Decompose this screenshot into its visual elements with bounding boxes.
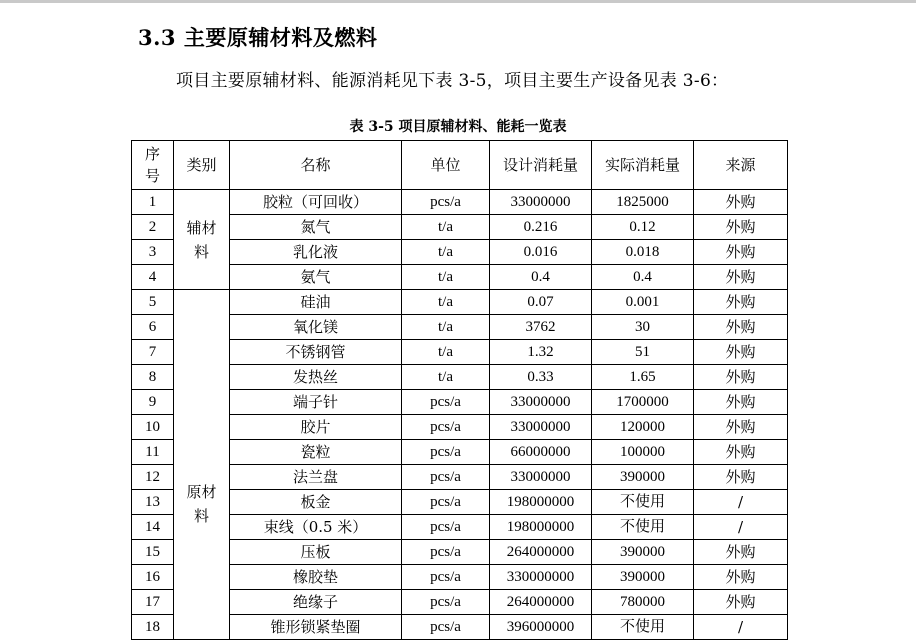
cell-unit: pcs/a [402,590,490,615]
cell-seq: 4 [132,265,174,290]
cell-actual: 1700000 [592,390,694,415]
header-unit: 单位 [402,141,490,190]
intro-paragraph: 项目主要原辅材料、能源消耗见下表 3-5，项目主要生产设备见表 3-6： [176,71,729,91]
cell-seq: 12 [132,465,174,490]
table-row [132,365,788,390]
table-caption: 表 3-5 项目原辅材料、能耗一览表 [349,119,567,135]
cell-unit: pcs/a [402,465,490,490]
cell-unit: t/a [402,365,490,390]
cell-unit: t/a [402,265,490,290]
table-row [132,240,788,265]
cell-source: 外购 [694,565,788,590]
table-row [132,565,788,590]
cell-actual: 1.65 [592,365,694,390]
cell-name: 胶片 [230,415,402,440]
table-row [132,515,788,540]
header-category: 类别 [174,141,230,190]
cell-source: 外购 [694,215,788,240]
cell-seq: 6 [132,315,174,340]
cell-seq: 5 [132,290,174,315]
table-row [132,390,788,415]
cell-unit: t/a [402,290,490,315]
cell-source: 外购 [694,440,788,465]
cell-seq: 16 [132,565,174,590]
cell-unit: t/a [402,215,490,240]
top-border [0,0,916,3]
cell-unit: pcs/a [402,615,490,640]
cell-actual: 30 [592,315,694,340]
cell-seq: 17 [132,590,174,615]
table-row [132,540,788,565]
cell-source: 外购 [694,190,788,215]
cell-actual: 0.001 [592,290,694,315]
cell-design: 0.016 [490,240,592,265]
cell-name: 瓷粒 [230,440,402,465]
table-row [132,340,788,365]
cell-actual: 390000 [592,540,694,565]
cell-name: 束线（0.5 米） [230,515,402,540]
cell-design: 0.4 [490,265,592,290]
table-row [132,290,788,315]
cell-source: 外购 [694,290,788,315]
cell-name: 法兰盘 [230,465,402,490]
cell-design: 264000000 [490,540,592,565]
cell-source: / [694,515,788,540]
cell-design: 33000000 [490,390,592,415]
cell-actual: 不使用 [592,615,694,640]
cell-seq: 7 [132,340,174,365]
cell-source: 外购 [694,465,788,490]
table-row [132,465,788,490]
header-source: 来源 [694,141,788,190]
cell-name: 氧化镁 [230,315,402,340]
cell-seq: 18 [132,615,174,640]
category-aux: 辅材料 [174,190,230,290]
header-design: 设计消耗量 [490,141,592,190]
section-heading: 3.3 主要原辅材料及燃料 [138,25,378,50]
cell-actual: 1825000 [592,190,694,215]
cell-name: 板金 [230,490,402,515]
cell-name: 发热丝 [230,365,402,390]
category-raw: 原材料 [174,290,230,640]
cell-unit: pcs/a [402,390,490,415]
cell-actual: 51 [592,340,694,365]
cell-unit: pcs/a [402,440,490,465]
cell-actual: 0.4 [592,265,694,290]
cell-design: 198000000 [490,515,592,540]
table-row [132,415,788,440]
cell-design: 0.07 [490,290,592,315]
cell-actual: 120000 [592,415,694,440]
cell-name: 氮气 [230,215,402,240]
table-row [132,315,788,340]
cell-actual: 不使用 [592,490,694,515]
cell-unit: pcs/a [402,565,490,590]
cell-name: 压板 [230,540,402,565]
cell-unit: t/a [402,240,490,265]
cell-name: 氨气 [230,265,402,290]
table-row [132,590,788,615]
cell-source: 外购 [694,540,788,565]
cell-actual: 0.018 [592,240,694,265]
cell-design: 264000000 [490,590,592,615]
cell-actual: 不使用 [592,515,694,540]
cell-design: 396000000 [490,615,592,640]
cell-actual: 0.12 [592,215,694,240]
cell-source: / [694,615,788,640]
cell-design: 198000000 [490,490,592,515]
cell-name: 绝缘子 [230,590,402,615]
cell-unit: pcs/a [402,490,490,515]
cell-design: 33000000 [490,415,592,440]
cell-name: 不锈钢管 [230,340,402,365]
cell-design: 3762 [490,315,592,340]
cell-seq: 9 [132,390,174,415]
cell-design: 33000000 [490,190,592,215]
cell-seq: 15 [132,540,174,565]
cell-source: 外购 [694,590,788,615]
cell-seq: 1 [132,190,174,215]
header-row [132,141,788,190]
cell-actual: 780000 [592,590,694,615]
cell-unit: pcs/a [402,515,490,540]
cell-seq: 14 [132,515,174,540]
cell-source: 外购 [694,240,788,265]
cell-name: 胶粒（可回收） [230,190,402,215]
cell-design: 33000000 [490,465,592,490]
cell-actual: 390000 [592,565,694,590]
cell-design: 0.216 [490,215,592,240]
cell-unit: t/a [402,315,490,340]
header-seq: 序号 [132,141,174,190]
table-row [132,215,788,240]
cell-name: 乳化液 [230,240,402,265]
materials-table [131,140,788,640]
cell-unit: pcs/a [402,540,490,565]
cell-unit: pcs/a [402,190,490,215]
table-row [132,615,788,640]
cell-seq: 13 [132,490,174,515]
cell-design: 0.33 [490,365,592,390]
cell-seq: 11 [132,440,174,465]
cell-source: 外购 [694,390,788,415]
cell-actual: 390000 [592,465,694,490]
cell-source: 外购 [694,340,788,365]
cell-unit: pcs/a [402,415,490,440]
cell-unit: t/a [402,340,490,365]
cell-source: 外购 [694,315,788,340]
cell-name: 硅油 [230,290,402,315]
header-name: 名称 [230,141,402,190]
table-row [132,265,788,290]
cell-source: / [694,490,788,515]
cell-seq: 3 [132,240,174,265]
cell-design: 330000000 [490,565,592,590]
cell-seq: 8 [132,365,174,390]
cell-source: 外购 [694,365,788,390]
cell-source: 外购 [694,265,788,290]
cell-actual: 100000 [592,440,694,465]
cell-name: 端子针 [230,390,402,415]
table-row [132,490,788,515]
cell-name: 锥形锁紧垫圈 [230,615,402,640]
header-actual: 实际消耗量 [592,141,694,190]
cell-seq: 10 [132,415,174,440]
cell-design: 1.32 [490,340,592,365]
table-row [132,190,788,215]
cell-design: 66000000 [490,440,592,465]
cell-source: 外购 [694,415,788,440]
table-row [132,440,788,465]
cell-seq: 2 [132,215,174,240]
cell-name: 橡胶垫 [230,565,402,590]
